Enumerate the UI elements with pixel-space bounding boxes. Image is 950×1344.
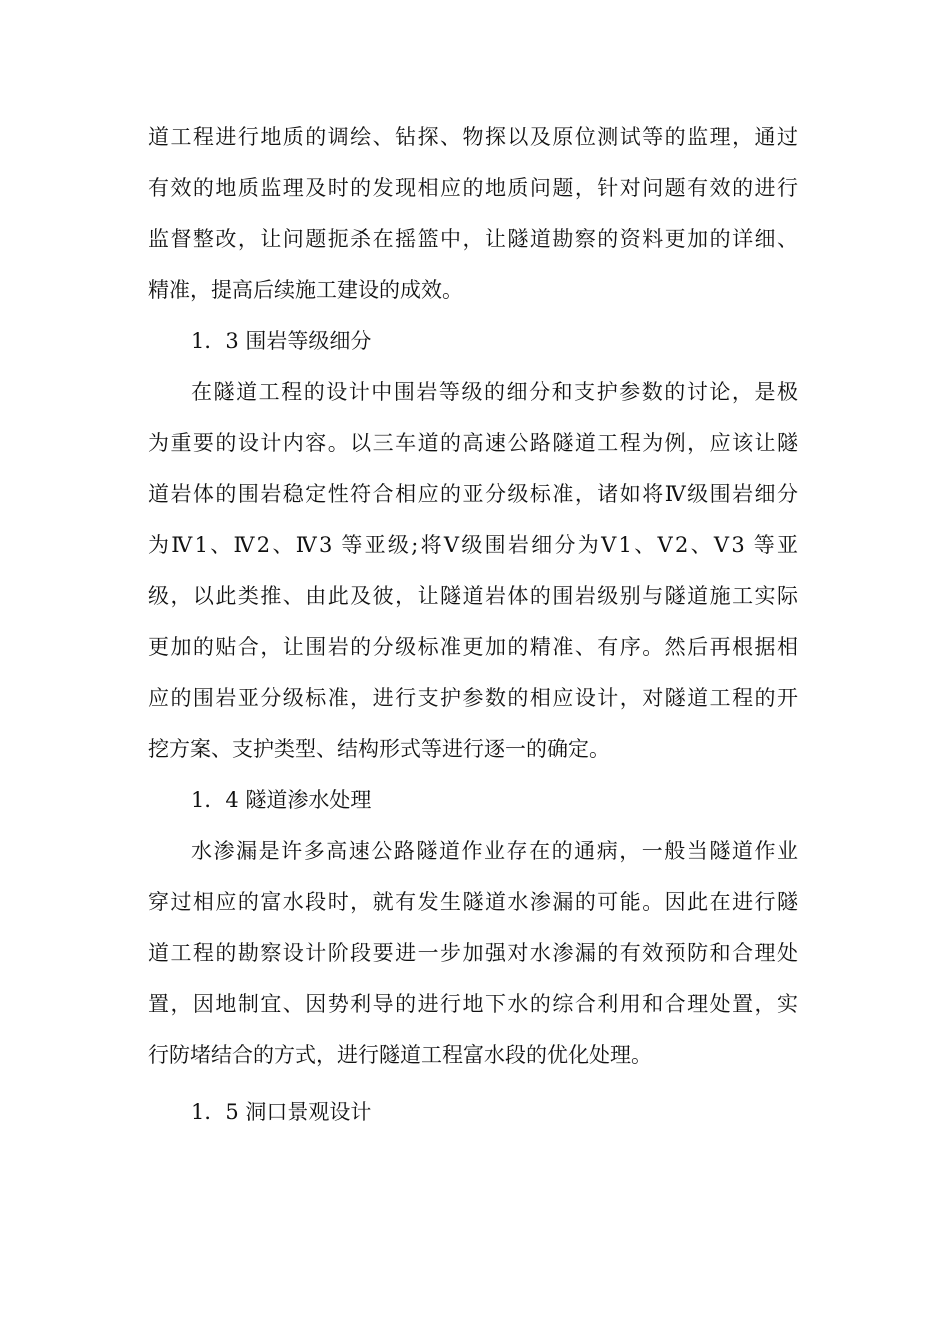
text-line: 应的围岩亚分级标准，进行支护参数的相应设计，对隧道工程的开 — [148, 686, 798, 710]
text-line: 在隧道工程的设计中围岩等级的细分和支护参数的讨论，是极 — [191, 380, 798, 404]
paragraph-geological-supervision — [148, 112, 798, 316]
section-heading-1-3: 1．3 围岩等级细分 — [191, 329, 372, 353]
text-line: 水渗漏是许多高速公路隧道作业存在的通病，一般当隧道作业 — [191, 839, 798, 863]
text-line: 道岩体的围岩稳定性符合相应的亚分级标准，诸如将Ⅳ级围岩细分 — [148, 482, 798, 506]
text-line: 有效的地质监理及时的发现相应的地质问题，针对问题有效的进行 — [148, 176, 798, 200]
section-heading-1-4: 1．4 隧道渗水处理 — [191, 788, 372, 812]
text-line: 级，以此类推、由此及彼，让隧道岩体的围岩级别与隧道施工实际 — [148, 584, 798, 608]
text-line: 为重要的设计内容。以三车道的高速公路隧道工程为例，应该让隧 — [148, 431, 798, 455]
text-line: 置，因地制宜、因势利导的进行地下水的综合利用和合理处置，实 — [148, 992, 798, 1016]
text-line: 挖方案、支护类型、结构形式等进行逐一的确定。 — [148, 737, 610, 761]
text-line: 穿过相应的富水段时，就有发生隧道水渗漏的可能。因此在进行隧 — [148, 890, 798, 914]
text-line: 行防堵结合的方式，进行隧道工程富水段的优化处理。 — [148, 1043, 652, 1067]
text-line: 为Ⅳ1、Ⅳ2、Ⅳ3 等亚级;将Ⅴ级围岩细分为Ⅴ1、Ⅴ2、Ⅴ3 等亚 — [148, 533, 798, 557]
text-line: 更加的贴合，让围岩的分级标准更加的精准、有序。然后再根据相 — [148, 635, 798, 659]
text-line: 精准，提高后续施工建设的成效。 — [148, 278, 463, 302]
text-line: 道工程的勘察设计阶段要进一步加强对水渗漏的有效预防和合理处 — [148, 941, 798, 965]
section-heading-1-5: 1．5 洞口景观设计 — [191, 1100, 372, 1124]
text-line: 道工程进行地质的调绘、钻探、物探以及原位测试等的监理，通过 — [148, 125, 798, 149]
paragraph-water-seepage — [148, 826, 798, 1081]
paragraph-rock-grade — [148, 367, 798, 775]
text-line: 监督整改，让问题扼杀在摇篮中，让隧道勘察的资料更加的详细、 — [148, 227, 798, 251]
document-page — [148, 112, 798, 1138]
